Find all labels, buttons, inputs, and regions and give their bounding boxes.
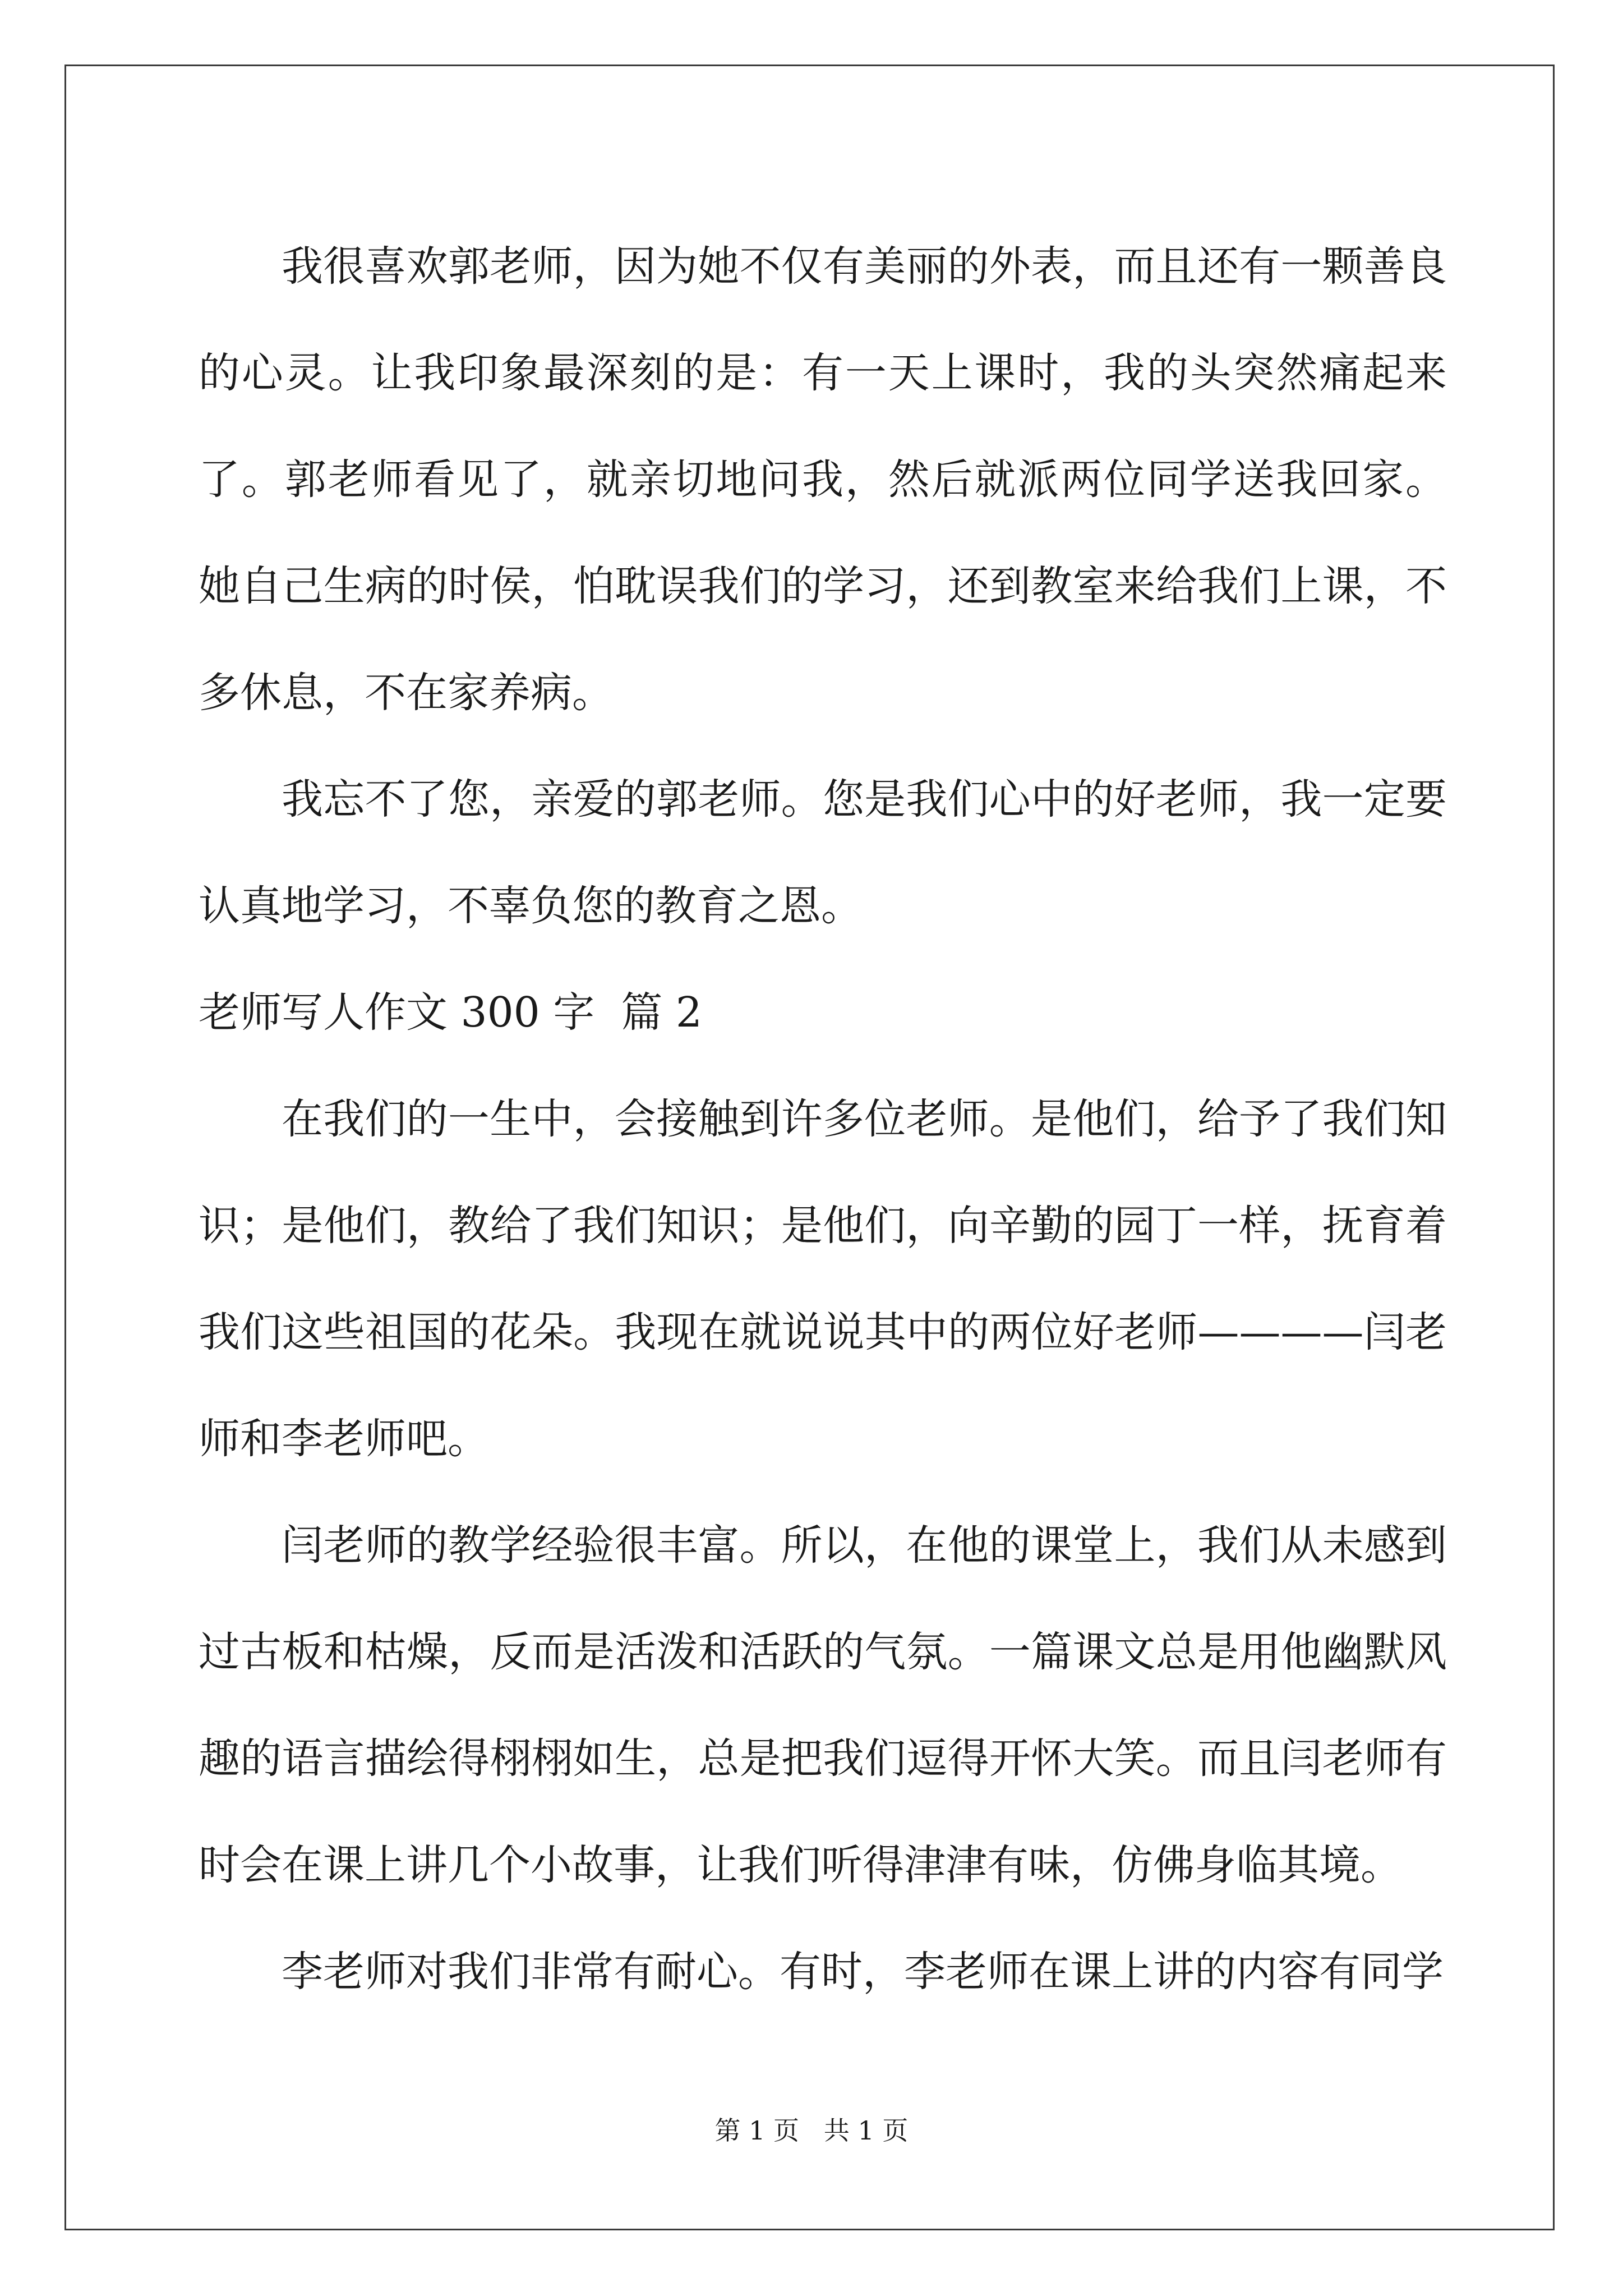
section-heading: 老师写人作文 300 字 篇 2 <box>199 988 702 1037</box>
paragraph-2: 我忘不了您，亲爱的郭老师。您是我们心中的好老师，我一定要认真地学习，不辜负您的教育之恩。 <box>199 775 1447 930</box>
paragraph-5: 李老师对我们非常有耐心。有时，李老师在课上讲的内容有同学 <box>282 1948 1444 1996</box>
page-footer: 第 1 页 共 1 页 <box>714 2115 909 2146</box>
paragraph-1: 我很喜欢郭老师，因为她不仅有美丽的外表，而且还有一颗善良的心灵。让我印象最深刻的是：有一天上课时，我的头突然痛起来了。郭老师看见了，就亲切地问我，然后就派两位同学送我回家。 她自己生病的时侯，怕耽误我们的学习，还到教室来给我们上课，不多休息，不在家养病。 <box>199 242 1447 717</box>
document-body <box>199 213 1447 2025</box>
paragraph-3: 在我们的一生中，会接触到许多位老师。是他们，给予了我们知识；是他们，教给了我们知识；是他们，向辛勤的园丁一样，抚育着我们这些祖国的花朵。我现在就说说其中的两位好老师————闫老师和李老师吧。 <box>199 1095 1447 1463</box>
paragraph-4: 闫老师的教学经验很丰富。所以，在他的课堂上，我们从未感到过古板和枯燥，反而是活泼和活跃的气氛。一篇课文总是用他幽默风趣的语言描绘得栩栩如生，总是把我们逗得开怀大笑。而且闫老师有时会在课上讲几个小故事，让我们听得津津有味，仿佛身临其境。 <box>199 1521 1447 1889</box>
